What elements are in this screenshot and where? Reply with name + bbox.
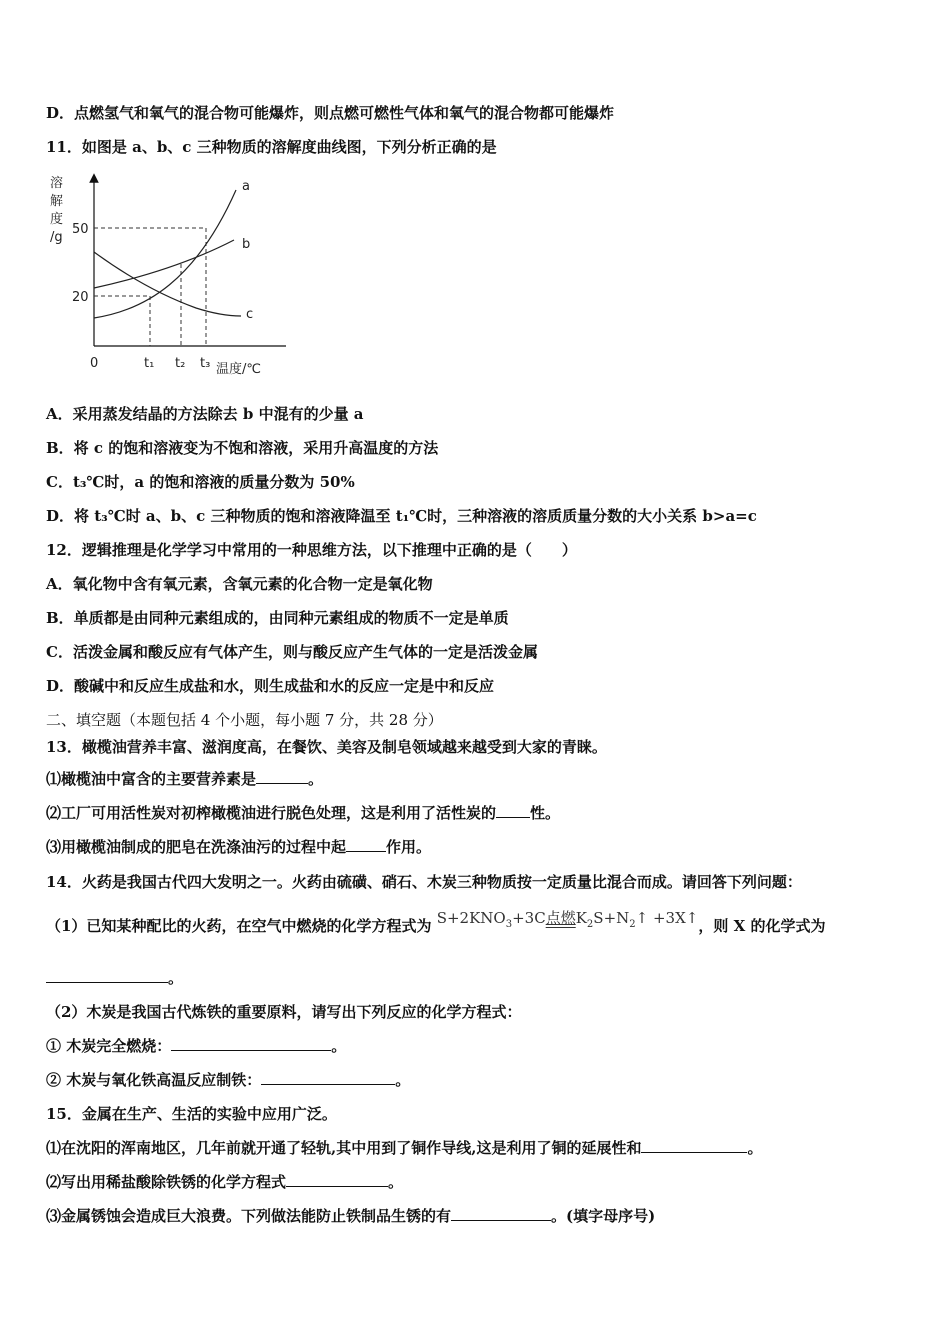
- x-label: 温度/℃: [216, 362, 261, 377]
- q14-equation: $S+2KNO_3+3C$点燃$K_2S+N_2↑$ +3X↑: [436, 909, 699, 930]
- q12-stem: 12．逻辑推理是化学学习中常用的一种思维方法，以下推理中正确的是（ ）: [46, 541, 577, 559]
- q12-option-a: A．氧化物中含有氧元素，含氧元素的化合物一定是氧化物: [46, 575, 433, 593]
- q11-option-b: B．将 c 的饱和溶液变为不饱和溶液，采用升高温度的方法: [46, 439, 439, 457]
- curve-a: [94, 190, 236, 318]
- x-tick-t1: t₁: [144, 356, 155, 371]
- q12-option-b: B．单质都是由同种元素组成的，由同种元素组成的物质不一定是单质: [46, 609, 509, 627]
- solubility-chart: [46, 170, 306, 390]
- y-label-2: 解: [50, 194, 64, 209]
- q15-part-1-text: ⑴在沈阳的浑南地区，几年前就开通了轻轨,其中用到了铜作导线,这是利用了铜的延展性和: [46, 1139, 642, 1157]
- q14-part-2b: [46, 1070, 410, 1090]
- q14-part-1: [46, 909, 826, 943]
- q15-part-1-end: 。: [747, 1139, 763, 1157]
- q14-part-2b-text: ② 木炭与氧化铁高温反应制铁：: [46, 1071, 262, 1089]
- section-2-heading: 二、填空题（本题包括 4 个小题，每小题 7 分，共 28 分）: [46, 711, 443, 729]
- q14-stem: 14．火药是我国古代四大发明之一。火药由硫磺、硝石、木炭三种物质按一定质量比混合而成。请回答下列问题：: [46, 873, 802, 891]
- y-label-4: /g: [50, 230, 63, 245]
- q13-blank-1[interactable]: [256, 769, 308, 784]
- q13-part-3-text: ⑶用橄榄油制成的肥皂在洗涤油污的过程中起: [46, 838, 347, 856]
- label-a: a: [242, 179, 250, 194]
- q13-part-2-end: 性。: [530, 804, 561, 822]
- q13-blank-2[interactable]: [496, 803, 530, 818]
- q11-option-d: D．将 t₃℃时 a、b、c 三种物质的饱和溶液降温至 t₁℃时，三种溶液的溶质质量分数的大小关系 b>a=c: [46, 507, 757, 525]
- q13-blank-3[interactable]: [346, 837, 386, 852]
- q14-part-1-end: ，则 X 的化学式为: [698, 917, 826, 935]
- q15-part-2-end: 。: [388, 1173, 404, 1191]
- q11-option-a: A．采用蒸发结晶的方法除去 b 中混有的少量 a: [46, 405, 364, 423]
- q13-part-1: [46, 769, 323, 789]
- x-tick-t3: t₃: [200, 356, 211, 371]
- q15-blank-3[interactable]: [451, 1206, 551, 1221]
- x-tick-0: 0: [90, 356, 99, 371]
- q14-part-1-answer: [46, 968, 183, 988]
- q14-blank-2a[interactable]: [171, 1036, 331, 1051]
- y-label-3: 度: [50, 212, 64, 227]
- q15-stem: 15．金属在生产、生活的实验中应用广泛。: [46, 1105, 337, 1123]
- q13-part-1-end: 。: [308, 770, 324, 788]
- q15-blank-1[interactable]: [641, 1138, 747, 1153]
- x-tick-t2: t₂: [175, 356, 186, 371]
- q12-option-c: C．活泼金属和酸反应有气体产生，则与酸反应产生气体的一定是活泼金属: [46, 643, 538, 661]
- q15-part-2: [46, 1172, 403, 1192]
- label-c: c: [246, 307, 254, 322]
- q15-part-1: [46, 1138, 762, 1158]
- y-tick-20: 20: [72, 290, 89, 305]
- q14-part-2a-end: 。: [331, 1037, 347, 1055]
- q10-option-d: D．点燃氢气和氧气的混合物可能爆炸，则点燃可燃性气体和氧气的混合物都可能爆炸: [46, 104, 615, 122]
- label-b: b: [242, 237, 251, 252]
- y-tick-50: 50: [72, 222, 89, 237]
- q13-part-2-text: ⑵工厂可用活性炭对初榨橄榄油进行脱色处理，这是利用了活性炭的: [46, 804, 497, 822]
- q14-blank-1[interactable]: [46, 968, 168, 983]
- q15-part-2-text: ⑵写出用稀盐酸除铁锈的化学方程式: [46, 1173, 287, 1191]
- q13-part-3: [46, 837, 431, 857]
- q15-part-3-text: ⑶金属锈蚀会造成巨大浪费。下列做法能防止铁制品生锈的有: [46, 1207, 452, 1225]
- q11-option-c: C．t₃℃时，a 的饱和溶液的质量分数为 50%: [46, 473, 355, 491]
- q14-part-1-answer-end: 。: [168, 969, 184, 987]
- curve-b: [94, 240, 234, 288]
- q11-stem: 11．如图是 a、b、c 三种物质的溶解度曲线图，下列分析正确的是: [46, 138, 497, 156]
- curve-c: [94, 252, 241, 316]
- q13-part-1-text: ⑴橄榄油中富含的主要营养素是: [46, 770, 257, 788]
- q13-part-2: [46, 803, 560, 823]
- q14-part-1-text: （1）已知某种配比的火药，在空气中燃烧的化学方程式为: [46, 917, 432, 935]
- q14-part-2b-end: 。: [395, 1071, 411, 1089]
- q14-part-2a-text: ① 木炭完全燃烧：: [46, 1037, 172, 1055]
- q14-part-2a: [46, 1036, 346, 1056]
- q15-part-3-end: 。(填字母序号): [551, 1207, 656, 1225]
- q14-blank-2b[interactable]: [261, 1070, 395, 1085]
- y-label-1: 溶: [50, 176, 64, 191]
- q13-part-3-end: 作用。: [386, 838, 432, 856]
- q15-blank-2[interactable]: [286, 1172, 388, 1187]
- q14-part-2: （2）木炭是我国古代炼铁的重要原料，请写出下列反应的化学方程式：: [46, 1003, 522, 1021]
- q13-stem: 13．橄榄油营养丰富、滋润度高，在餐饮、美容及制皂领域越来越受到大家的青睐。: [46, 738, 607, 756]
- q15-part-3: [46, 1206, 655, 1226]
- q12-option-d: D．酸碱中和反应生成盐和水，则生成盐和水的反应一定是中和反应: [46, 677, 495, 695]
